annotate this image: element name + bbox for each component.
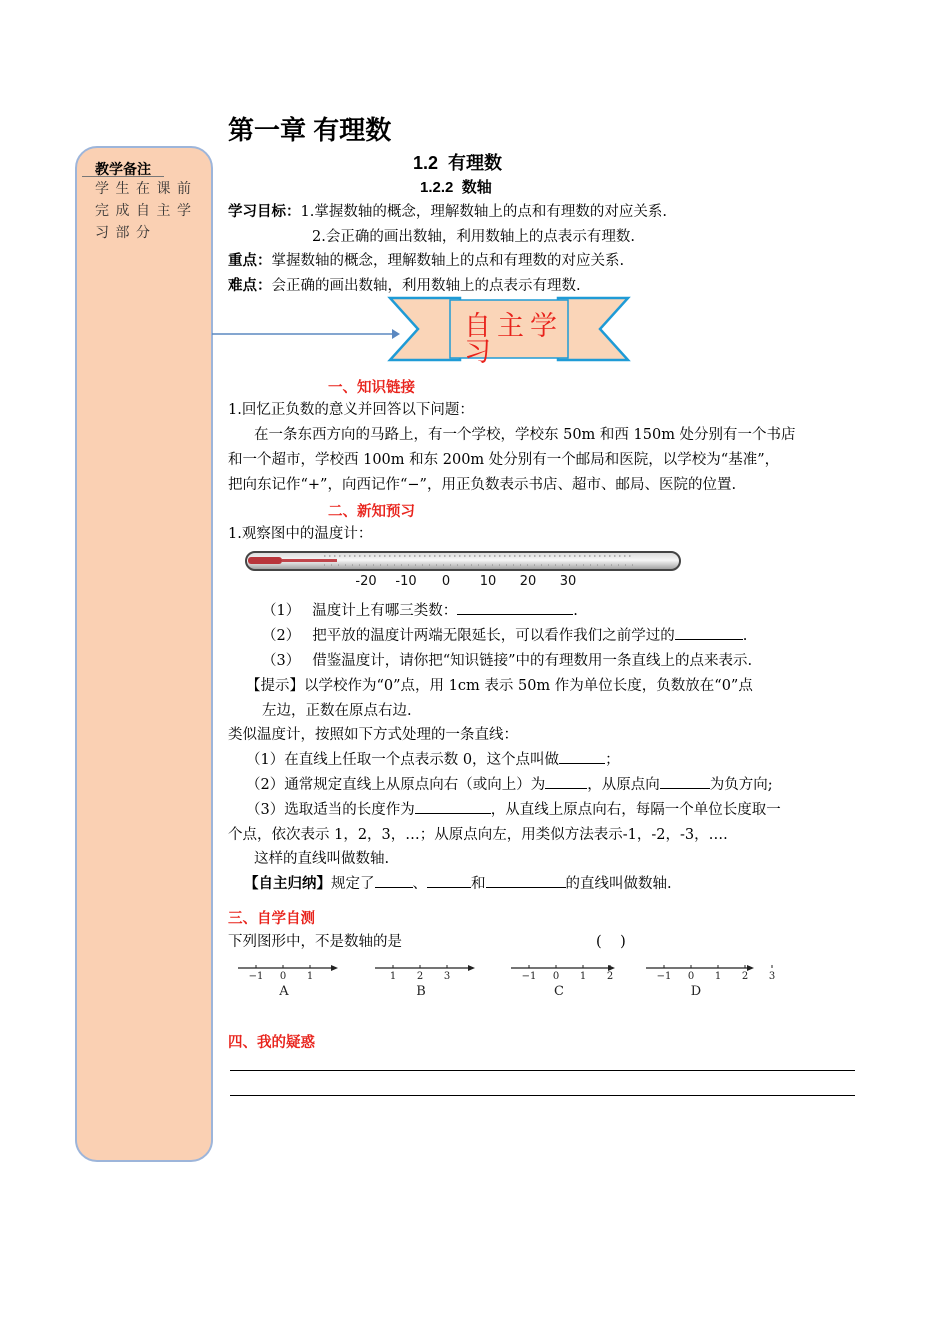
paragraph-line: 和一个超市，学校西 100m 和东 200m 处分别有一个邮局和医院，以学校为“基准”，: [228, 452, 780, 468]
summary-text: 规定了: [331, 876, 375, 892]
option-d-number-line: [646, 965, 775, 999]
answer-blank[interactable]: [559, 749, 605, 764]
option-label: D: [690, 984, 702, 999]
chapter-title: 第一章 有理数: [228, 115, 392, 145]
key-point: [228, 250, 624, 272]
option-label: A: [279, 984, 289, 999]
learning-objectives: [228, 201, 667, 223]
key-point-label: 重点：: [228, 253, 272, 269]
sidebar-note-line: 学生在课前: [95, 181, 198, 197]
sub-question-number: （3）: [262, 653, 301, 669]
step-text: 为负方向;: [709, 777, 773, 793]
step-3: [246, 799, 781, 821]
sub-question-3: [262, 650, 752, 672]
axis-tick-label: 1: [714, 971, 722, 982]
objective-item: 2.会正确的画出数轴，利用数轴上的点表示有理数.: [312, 229, 635, 245]
step-text: （3）选取适当的长度作为: [246, 802, 415, 818]
intro-text: 类似温度计，按照如下方式处理的一条直线：: [228, 727, 518, 743]
option-c-number-line: [511, 965, 615, 999]
step-2: [246, 774, 773, 796]
teaching-notes-sidebar: [75, 146, 213, 1162]
section-preview-heading: 二、新知预习: [328, 504, 415, 520]
sidebar-title: 教学备注: [95, 161, 151, 177]
question-1: 1.回忆正负数的意义并回答以下问题：: [228, 402, 474, 418]
axis-tick-label: 1: [306, 971, 314, 982]
axis-tick-label: 1: [389, 971, 397, 982]
sub-question-1: （1） 温度计上有哪三类数： .: [262, 600, 578, 622]
answer-blank[interactable]: [545, 774, 587, 789]
axis-tick-label: 2: [416, 971, 424, 982]
option-b-number-line: [375, 965, 475, 999]
step-text: ，从直线上原点向右，每隔一个单位长度取一: [490, 802, 781, 818]
sub-question-number: （2）: [262, 628, 301, 644]
step-3-continued: 个点，依次表示 1，2，3，…；从原点向左，用类似方法表示-1，-2，-3，….: [228, 827, 728, 843]
thermometer-tick-label: 20: [519, 574, 537, 589]
number-line-options: [228, 956, 776, 1000]
conclusion-text: 这样的直线叫做数轴.: [254, 851, 390, 867]
axis-tick-label: 0: [687, 971, 695, 982]
section-knowledge-link-heading: 一、知识链接: [328, 380, 415, 396]
option-a-number-line: [238, 965, 338, 999]
arrow-right-icon: [212, 326, 400, 342]
thermometer-tick-label: -10: [395, 574, 417, 589]
paragraph-line: 把向东记作“+”，向西记作“−”，用正负数表示书店、超市、邮局、医院的位置.: [228, 477, 737, 493]
axis-arrow-icon: [331, 965, 338, 971]
paragraph-line: 在一条东西方向的马路上，有一个学校，学校东 50m 和西 150m 处分别有一个书店: [254, 427, 796, 443]
option-label: B: [416, 984, 426, 999]
answer-blank[interactable]: [427, 873, 471, 888]
thermometer-image: [244, 548, 686, 590]
sub-question-number: （1）: [262, 603, 301, 619]
axis-tick-label: 2: [606, 971, 614, 982]
axis-tick-label: −1: [656, 971, 672, 982]
answer-blank[interactable]: [375, 873, 413, 888]
answer-blank[interactable]: [415, 799, 491, 814]
axis-tick-label: 2: [741, 971, 749, 982]
axis-tick-label: 3: [443, 971, 451, 982]
difficulty: [228, 275, 581, 297]
banner-title: 自主学习: [464, 311, 563, 367]
answer-line[interactable]: [230, 1070, 855, 1071]
sub-question-text: 把平放的温度计两端无限延长，可以看作我们之前学过的: [312, 628, 675, 644]
thermometer-tick-label: 0: [441, 574, 451, 589]
section-questions-heading: 四、我的疑惑: [228, 1035, 315, 1051]
thermometer-tick-label: -20: [355, 574, 377, 589]
answer-parentheses[interactable]: ( ): [596, 934, 626, 950]
self-test-question: 下列图形中，不是数轴的是: [228, 934, 402, 950]
difficulty-text: 会正确的画出数轴，利用数轴上的点表示有理数.: [271, 278, 581, 294]
subsection-title: 1.2.2 数轴: [420, 179, 492, 196]
axis-tick-label: −1: [521, 971, 537, 982]
summary-label: 【自主归纳】: [244, 876, 331, 892]
summary-text: 、: [412, 876, 427, 892]
step-1: [246, 749, 620, 771]
answer-blank[interactable]: [457, 600, 573, 615]
observe-thermometer: 1.观察图中的温度计：: [228, 526, 373, 542]
answer-blank[interactable]: [660, 774, 710, 789]
axis-tick-label: −1: [248, 971, 264, 982]
answer-blank[interactable]: [486, 873, 566, 888]
hint-label: 【提示】: [246, 678, 304, 694]
sidebar-title-underline: [82, 176, 164, 177]
section-title: 1.2 有理数: [413, 153, 503, 173]
key-point-text: 掌握数轴的概念，理解数轴上的点和有理数的对应关系.: [271, 253, 625, 269]
step-text: ；: [605, 752, 620, 768]
difficulty-label: 难点：: [228, 278, 272, 294]
axis-tick-label: 3: [768, 971, 776, 982]
self-summary: [244, 873, 672, 895]
section-self-test-heading: 三、自学自测: [228, 911, 315, 927]
sub-question-text: 借鉴温度计，请你把“知识链接”中的有理数用一条直线上的点来表示.: [312, 653, 753, 669]
step-text: （2）通常规定直线上从原点向右（或向上）为: [246, 777, 546, 793]
hint: [246, 675, 753, 697]
sub-question-text: 温度计上有哪三类数：: [312, 603, 458, 619]
summary-text: 和: [471, 876, 486, 892]
sub-question-2: （2） 把平放的温度计两端无限延长，可以看作我们之前学过的 .: [262, 625, 747, 647]
objectives-label: 学习目标：: [228, 204, 301, 220]
answer-line[interactable]: [230, 1095, 855, 1096]
step-text: （1）在直线上任取一个点表示数 0，这个点叫做: [246, 752, 560, 768]
axis-tick-label: 1: [579, 971, 587, 982]
axis-tick-label: 0: [279, 971, 287, 982]
answer-blank[interactable]: [675, 625, 743, 640]
step-text: ，从原点向: [587, 777, 660, 793]
axis-tick-label: 0: [552, 971, 560, 982]
thermometer-tick-label: 10: [479, 574, 497, 589]
option-label: C: [554, 984, 564, 999]
axis-arrow-icon: [468, 965, 475, 971]
objective-item: 1.掌握数轴的概念，理解数轴上的点和有理数的对应关系.: [300, 204, 667, 220]
summary-text: 的直线叫做数轴.: [565, 876, 672, 892]
hint-text: 左边，正数在原点右边.: [262, 703, 412, 719]
thermometer-tick-label: 30: [559, 574, 577, 589]
hint-text: 以学校作为“0”点，用 1cm 表示 50m 作为单位长度，负数放在“0”点: [304, 678, 753, 694]
sidebar-note-line: 完成自主学: [95, 203, 198, 219]
sidebar-note-line: 习部分: [95, 225, 157, 241]
